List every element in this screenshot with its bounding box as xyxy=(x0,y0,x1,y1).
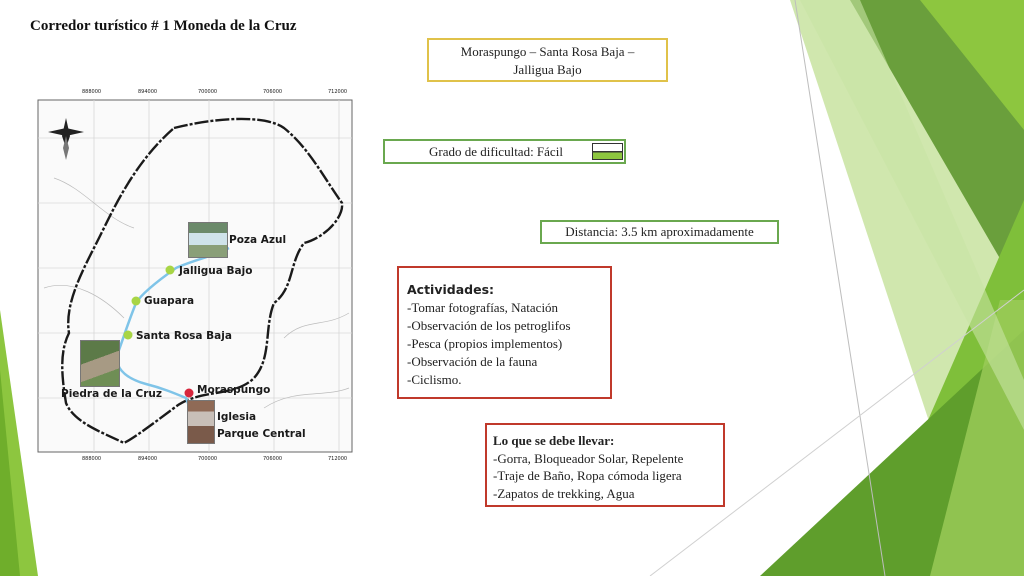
route-line-1: Moraspungo – Santa Rosa Baja – xyxy=(460,44,635,59)
map-tick-top: 706000 xyxy=(263,89,283,95)
map-tick-top: 700000 xyxy=(198,89,218,95)
difficulty-text: Grado de dificultad: Fácil xyxy=(429,144,563,159)
activity-item: -Tomar fotografías, Natación xyxy=(407,300,559,315)
map-tick-bottom: 700000 xyxy=(198,456,218,462)
bring-item: -Traje de Baño, Ropa cómoda ligera xyxy=(493,468,682,483)
map-label-parque: Parque Central xyxy=(217,428,306,440)
route-line-2: Jalligua Bajo xyxy=(513,62,582,77)
activity-item: -Ciclismo. xyxy=(407,372,462,387)
slide-title: Corredor turístico # 1 Moneda de la Cruz xyxy=(30,18,297,34)
bring-box xyxy=(485,423,725,507)
map-label-piedra: Piedra de la Cruz xyxy=(61,388,162,400)
bring-item: -Gorra, Bloqueador Solar, Repelente xyxy=(493,450,684,466)
map-tick-bottom: 894000 xyxy=(138,456,158,462)
guapara-marker xyxy=(132,297,141,306)
activity-item: -Observación de los petroglifos xyxy=(407,318,571,333)
route-box xyxy=(427,38,668,82)
map-label-poza-azul: Poza Azul xyxy=(229,234,287,246)
map-tick-top: 894000 xyxy=(138,89,158,95)
map-tick-bottom: 706000 xyxy=(263,456,283,462)
activity-item: -Observación de la fauna xyxy=(407,354,538,369)
map-tick-top: 888000 xyxy=(82,89,102,95)
poza-azul-photo xyxy=(188,222,228,258)
map-label-iglesia: Iglesia xyxy=(217,411,257,423)
map-tick-bottom: 712000 xyxy=(328,456,348,462)
map-label-santa-rosa: Santa Rosa Baja xyxy=(136,330,232,342)
map-tick-top: 712000 xyxy=(328,89,348,95)
moraspungo-marker xyxy=(185,389,194,398)
map-label-moraspungo: Moraspungo xyxy=(197,384,271,396)
route-map xyxy=(24,88,364,466)
activity-item: -Pesca (propios implementos) xyxy=(407,336,563,351)
activities-box xyxy=(397,266,612,399)
difficulty-level-icon xyxy=(592,143,623,160)
activities-title: Actividades: xyxy=(407,282,495,297)
map-tick-bottom: 888000 xyxy=(82,456,102,462)
difficulty-box xyxy=(383,139,626,164)
distance-text: Distancia: 3.5 km aproximadamente xyxy=(565,224,754,239)
map-label-jalligua: Jalligua Bajo xyxy=(179,265,253,277)
bring-item: -Zapatos de trekking, Agua xyxy=(493,485,635,501)
jalligua-marker xyxy=(166,266,175,275)
bring-title: Lo que se debe llevar: xyxy=(493,433,615,448)
distance-box xyxy=(540,220,779,244)
map-label-guapara: Guapara xyxy=(144,295,195,307)
iglesia-photo xyxy=(187,400,215,444)
santa-rosa-marker xyxy=(124,331,133,340)
piedra-de-la-cruz-photo xyxy=(80,340,120,387)
